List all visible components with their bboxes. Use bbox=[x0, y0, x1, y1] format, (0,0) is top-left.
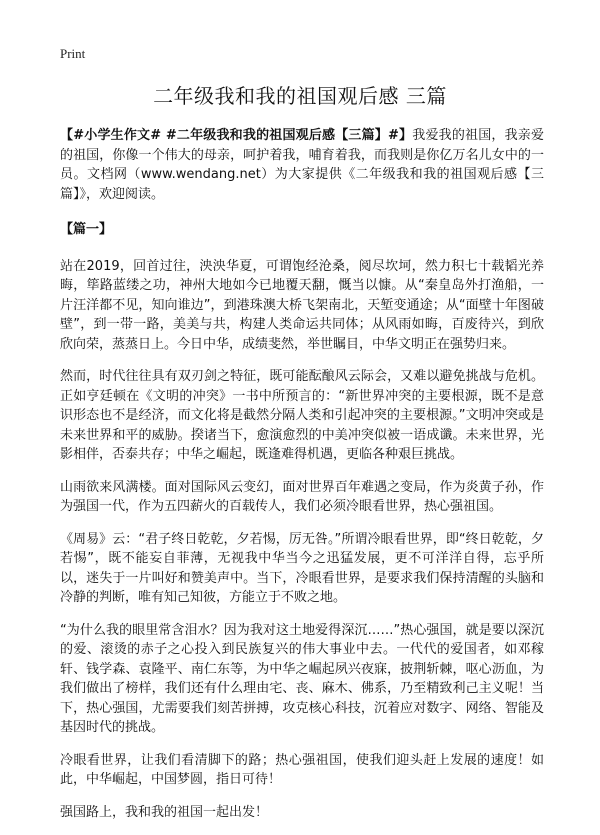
print-label: Print bbox=[60, 46, 86, 61]
intro-paragraph bbox=[60, 126, 544, 204]
intro-text: 我爱我的祖国，我亲爱的祖国，你像一个伟大的母亲，呵护着我，哺育着我，而我则是你亿万名儿女中的一员。文档网（www.wendang.net）为大家提供《二年级我和我的祖国观后感【三篇】》，欢迎阅读。 bbox=[60, 128, 544, 202]
article-body bbox=[60, 126, 544, 835]
page-title: 二年级我和我的祖国观后感 三篇 bbox=[153, 84, 447, 108]
paragraph-2: 然而，时代往往具有双刃剑之特征，既可能酝酿风云际会，又难以避免挑战与危机。正如亨廷顿在《文明的冲突》一书中所预言的：“新世界冲突的主要根源，既不是意识形态也不是经济，而文化将是截然分隔人类和引起冲突的主要根源。”文明冲突或是未来世界和平的威胁。揆诸当下，愈演愈烈的中美冲突似被一语成谶。未来世界，光影相伴，否泰共存；中华之崛起，既逢难得机遇，更临各种艰巨挑战。 bbox=[60, 369, 544, 462]
paragraph-7: 强国路上，我和我的祖国一起出发！ bbox=[60, 804, 269, 820]
paragraph-3: 山雨欲来风满楼。面对国际风云变幻，面对世界百年难遇之变局，作为炎黄子孙，作为强国一代，作为五四薪火的百载传人，我们必须冷眼看世界，热心强祖国。 bbox=[60, 479, 544, 514]
paragraph-4: 《周易》云：“君子终日乾乾，夕若惕，厉无咎。”所谓冷眼看世界，即“终日乾乾，夕若惕”，既不能妄自菲薄，无视我中华当今之迅猛发展，更不可洋洋自得，忘乎所以，迷失于一片叫好和赞美声中。当下，冷眼看世界，是要求我们保持清醒的头脑和冷静的判断，唯有知己知彼，方能立于不败之地。 bbox=[60, 531, 544, 605]
section-heading: 【篇一】 bbox=[60, 222, 113, 237]
paragraph-6: 冷眼看世界，让我们看清脚下的路；热心强祖国，使我们迎头赶上发展的速度！如此，中华崛起，中国梦圆，指日可待！ bbox=[60, 752, 544, 787]
paragraph-5: “为什么我的眼里常含泪水？因为我对这土地爱得深沉……”热心强国，就是要以深沉的爱、滚烫的赤子之心投入到民族复兴的伟大事业中去。一代代的爱国者，如邓稼轩、钱学森、袁隆平、南仁东等，为中华之崛起夙兴夜寐，披荆斩棘，呕心沥血，为我们做出了榜样，我们还有什么理由宅、丧、麻木、佛系，乃至精致利己主义呢！当下，热心强国，尤需要我们刻苦拼搏，攻克核心科技，沉着应对数字、网络、智能及基因时代的挑战。 bbox=[60, 622, 544, 735]
paragraph-1: 站在2019，回首过往，泱泱华夏，可谓饱经沧桑，阅尽坎坷，然力积七十载韬光养晦，筚路蓝缕之功，神州大地如今已地覆天翻，慨当以慷。从“秦皇岛外打渔船，一片汪洋都不见，知向谁边”，到港珠澳大桥飞架南北，天堑变通途；从“面壁十年图破壁”，到一带一路，美美与共，构建人类命运共同体；从风雨如晦，百废待兴，到欣欣向荣，蒸蒸日上。今日中华，成绩斐然，举世瞩目，中华文明正在强势归来。 bbox=[60, 258, 544, 352]
intro-tag-prefix: 【#小学生作文# #二年级我和我的祖国观后感【三篇】#】 bbox=[60, 128, 413, 143]
